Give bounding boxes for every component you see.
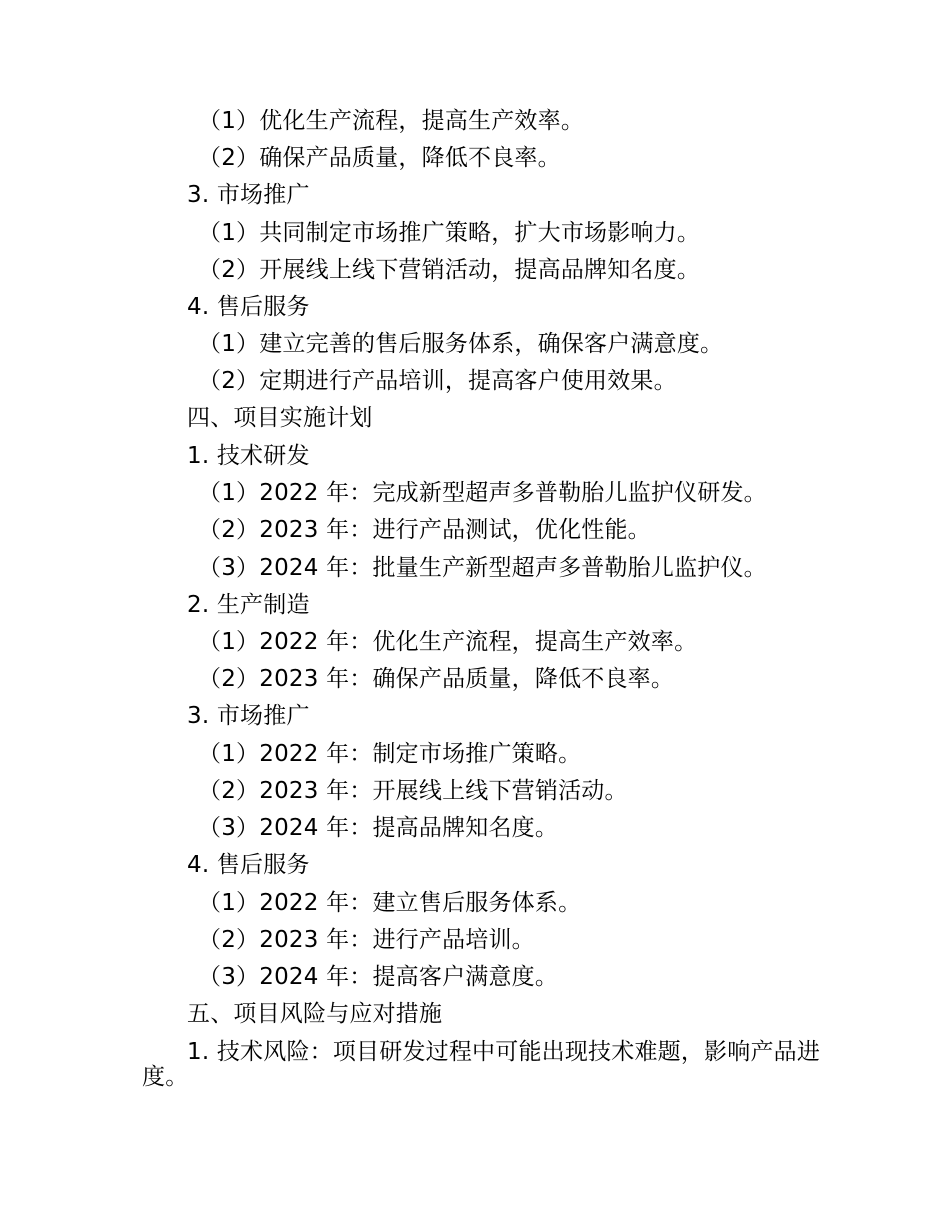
list-item: （2）2023 年：进行产品测试，优化性能。 <box>198 517 651 543</box>
section-heading: 4. 售后服务 <box>187 852 310 878</box>
chapter-heading: 五、项目风险与应对措施 <box>187 1001 443 1027</box>
section-heading: 3. 市场推广 <box>187 703 310 729</box>
section-heading: 3. 市场推广 <box>187 182 310 208</box>
section-heading: 1. 技术研发 <box>187 443 310 469</box>
list-item: （1）2022 年：建立售后服务体系。 <box>198 890 582 916</box>
list-item: （1）2022 年：优化生产流程，提高生产效率。 <box>198 629 698 655</box>
list-item: （1）优化生产流程，提高生产效率。 <box>198 108 585 134</box>
chapter-heading: 四、项目实施计划 <box>187 405 373 431</box>
list-item: （2）2023 年：进行产品培训。 <box>198 927 535 953</box>
section-heading: 4. 售后服务 <box>187 294 310 320</box>
body-paragraph: 1. 技术风险：项目研发过程中可能出现技术难题，影响产品进度。 <box>142 1039 821 1090</box>
list-item: （2）确保产品质量，降低不良率。 <box>198 145 561 171</box>
section-heading: 2. 生产制造 <box>187 592 310 618</box>
list-item: （1）建立完善的售后服务体系，确保客户满意度。 <box>198 331 724 357</box>
list-item: （2）开展线上线下营销活动，提高品牌知名度。 <box>198 257 701 283</box>
list-item: （2）2023 年：开展线上线下营销活动。 <box>198 778 628 804</box>
list-item: （2）2023 年：确保产品质量，降低不良率。 <box>198 666 675 692</box>
list-item: （3）2024 年：批量生产新型超声多普勒胎儿监护仪。 <box>198 555 767 581</box>
list-item: （3）2024 年：提高品牌知名度。 <box>198 815 559 841</box>
list-item: （2）定期进行产品培训，提高客户使用效果。 <box>198 368 677 394</box>
list-item: （1）共同制定市场推广策略，扩大市场影响力。 <box>198 220 701 246</box>
list-item: （3）2024 年：提高客户满意度。 <box>198 964 559 990</box>
list-item: （1）2022 年：制定市场推广策略。 <box>198 741 582 767</box>
list-item: （1）2022 年：完成新型超声多普勒胎儿监护仪研发。 <box>198 480 767 506</box>
